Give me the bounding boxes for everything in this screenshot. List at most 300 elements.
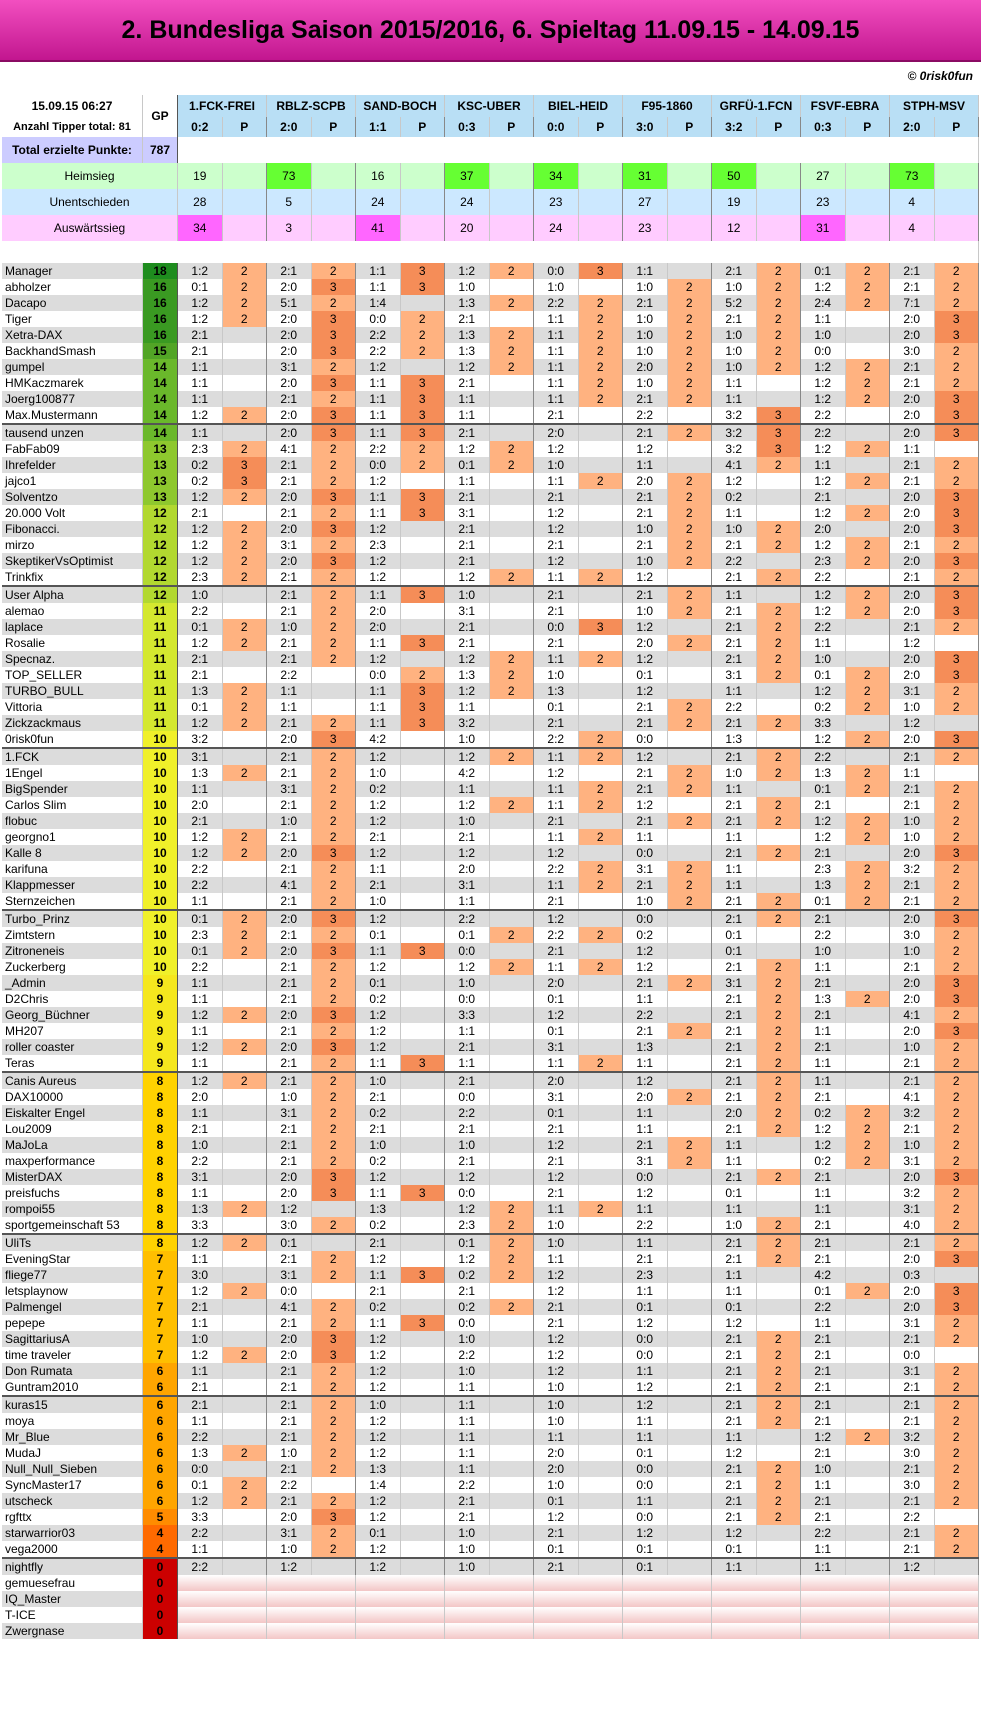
- points-cell: [578, 1137, 623, 1153]
- stat-value-2-8: 4: [890, 215, 935, 241]
- points-cell: 2: [845, 781, 890, 797]
- game-name-5: F95-1860: [623, 95, 712, 117]
- points-cell: [222, 1121, 267, 1137]
- player-gp: 18: [143, 263, 178, 279]
- points-cell: 2: [756, 311, 801, 327]
- points-cell: [400, 1363, 445, 1379]
- points-cell: [845, 569, 890, 586]
- points-cell: [400, 1251, 445, 1267]
- points-cell: [934, 635, 979, 651]
- tip-cell: 1:2: [534, 1267, 579, 1283]
- player-gp: 10: [143, 781, 178, 797]
- tip-cell: 1:2: [801, 441, 846, 457]
- tip-cell: 3:2: [712, 441, 757, 457]
- empty-tip: [623, 1623, 712, 1639]
- points-cell: [489, 1493, 534, 1509]
- points-cell: 3: [311, 1007, 356, 1023]
- empty-tip: [801, 1607, 890, 1623]
- player-row: [2, 619, 979, 635]
- player-name: HMKaczmarek: [2, 375, 143, 391]
- tip-cell: 2:3: [178, 569, 223, 586]
- player-row: [2, 1607, 979, 1623]
- points-cell: [489, 311, 534, 327]
- player-gp: 12: [143, 521, 178, 537]
- tip-cell: 2:0: [890, 731, 935, 748]
- tip-cell: 2:1: [890, 457, 935, 473]
- player-gp: 11: [143, 635, 178, 651]
- tip-cell: 1:0: [712, 359, 757, 375]
- tip-cell: 2:0: [267, 375, 312, 391]
- points-cell: 2: [222, 263, 267, 279]
- points-cell: [400, 731, 445, 748]
- points-cell: 2: [311, 715, 356, 731]
- tip-cell: 2:2: [801, 407, 846, 424]
- points-cell: [667, 1234, 712, 1251]
- points-cell: 2: [311, 457, 356, 473]
- points-cell: [667, 1363, 712, 1379]
- points-cell: [845, 1251, 890, 1267]
- tip-cell: 0:0: [623, 1477, 668, 1493]
- points-cell: 3: [756, 407, 801, 424]
- tip-cell: 1:2: [356, 1363, 401, 1379]
- points-cell: 2: [934, 1396, 979, 1413]
- points-cell: 2: [311, 635, 356, 651]
- tip-cell: 1:3: [178, 683, 223, 699]
- points-cell: [756, 586, 801, 603]
- points-cell: 2: [934, 699, 979, 715]
- empty-tip: [445, 1623, 534, 1639]
- points-cell: 2: [400, 311, 445, 327]
- points-cell: [222, 424, 267, 441]
- points-cell: [400, 1558, 445, 1575]
- player-name: DAX10000: [2, 1089, 143, 1105]
- empty-tip: [445, 1607, 534, 1623]
- points-cell: [756, 473, 801, 489]
- tip-cell: 0:1: [445, 457, 490, 473]
- player-row: [2, 1396, 979, 1413]
- tip-cell: 2:1: [801, 1089, 846, 1105]
- tip-cell: 1:1: [445, 473, 490, 489]
- tip-cell: 2:1: [178, 667, 223, 683]
- points-cell: 3: [311, 311, 356, 327]
- points-cell: [845, 343, 890, 359]
- points-cell: [222, 1315, 267, 1331]
- points-cell: 3: [400, 263, 445, 279]
- tip-cell: 1:1: [356, 505, 401, 521]
- tip-cell: 1:0: [178, 1137, 223, 1153]
- tip-cell: 0:1: [534, 699, 579, 715]
- points-cell: 2: [222, 1347, 267, 1363]
- points-cell: [222, 1429, 267, 1445]
- points-cell: [667, 1541, 712, 1558]
- points-cell: [400, 1234, 445, 1251]
- player-gp: 10: [143, 893, 178, 910]
- tip-cell: 0:0: [445, 943, 490, 959]
- points-cell: 2: [756, 910, 801, 927]
- tip-cell: 2:2: [534, 731, 579, 748]
- points-cell: 2: [578, 569, 623, 586]
- tip-cell: 1:1: [534, 1429, 579, 1445]
- tip-cell: 1:1: [801, 1541, 846, 1558]
- points-header-0: P: [222, 117, 267, 137]
- tip-cell: 1:2: [801, 279, 846, 295]
- points-cell: [400, 1137, 445, 1153]
- points-cell: [667, 1413, 712, 1429]
- points-cell: 2: [934, 1234, 979, 1251]
- points-cell: 2: [845, 295, 890, 311]
- points-cell: 3: [311, 845, 356, 861]
- tip-cell: 1:1: [534, 1251, 579, 1267]
- stat-value-0-3: 37: [445, 163, 490, 189]
- points-cell: [578, 489, 623, 505]
- points-cell: 2: [756, 569, 801, 586]
- player-gp: 16: [143, 327, 178, 343]
- tip-cell: 3:3: [178, 1217, 223, 1234]
- points-cell: 3: [934, 521, 979, 537]
- tipper-count-label: Anzahl Tipper total: 81: [2, 117, 143, 137]
- points-cell: [934, 765, 979, 781]
- points-cell: 2: [311, 391, 356, 407]
- points-cell: [489, 537, 534, 553]
- points-cell: 2: [222, 1201, 267, 1217]
- tip-cell: 0:1: [178, 699, 223, 715]
- tip-cell: 2:1: [534, 1525, 579, 1541]
- points-cell: 2: [934, 537, 979, 553]
- points-cell: [222, 1299, 267, 1315]
- tip-cell: 1:0: [712, 343, 757, 359]
- tip-cell: 2:2: [178, 1429, 223, 1445]
- player-gp: 8: [143, 1072, 178, 1089]
- player-row: [2, 975, 979, 991]
- tip-cell: 2:1: [445, 1509, 490, 1525]
- points-cell: 2: [489, 343, 534, 359]
- points-cell: [845, 1347, 890, 1363]
- tip-cell: 2:1: [267, 1461, 312, 1477]
- tip-cell: 2:1: [178, 813, 223, 829]
- points-cell: 2: [311, 1023, 356, 1039]
- player-name: 20.000 Volt: [2, 505, 143, 521]
- tip-cell: 2:1: [267, 927, 312, 943]
- tip-cell: 2:3: [178, 441, 223, 457]
- points-cell: 3: [934, 1251, 979, 1267]
- points-cell: 2: [489, 263, 534, 279]
- points-cell: [667, 1251, 712, 1267]
- tip-cell: 1:2: [623, 441, 668, 457]
- points-cell: 2: [845, 991, 890, 1007]
- player-gp: 10: [143, 861, 178, 877]
- tip-cell: 1:1: [178, 1023, 223, 1039]
- tip-cell: 0:1: [623, 1445, 668, 1461]
- tip-cell: 0:1: [801, 1283, 846, 1299]
- tip-cell: 3:1: [445, 505, 490, 521]
- tip-cell: 1:2: [623, 651, 668, 667]
- points-cell: [756, 553, 801, 569]
- points-cell: 3: [400, 699, 445, 715]
- tip-cell: 2:0: [890, 1251, 935, 1267]
- points-cell: 2: [934, 943, 979, 959]
- tip-cell: 2:0: [267, 424, 312, 441]
- tip-cell: 1:0: [623, 375, 668, 391]
- tip-cell: 3:1: [890, 1153, 935, 1169]
- points-cell: [667, 619, 712, 635]
- tip-cell: 2:1: [890, 1379, 935, 1396]
- tip-cell: 2:1: [890, 959, 935, 975]
- tip-cell: 1:1: [178, 991, 223, 1007]
- empty-tip: [534, 1607, 623, 1623]
- points-cell: [578, 667, 623, 683]
- player-name: starwarrior03: [2, 1525, 143, 1541]
- tip-cell: 0:1: [178, 943, 223, 959]
- points-cell: 3: [400, 391, 445, 407]
- tip-cell: 1:1: [356, 263, 401, 279]
- points-cell: [756, 505, 801, 521]
- tip-cell: 1:2: [623, 619, 668, 635]
- empty-tip: [712, 1591, 801, 1607]
- player-row: [2, 1315, 979, 1331]
- player-name: UliTs: [2, 1234, 143, 1251]
- tip-cell: 2:1: [534, 407, 579, 424]
- points-header-4: P: [578, 117, 623, 137]
- tip-cell: 2:1: [890, 797, 935, 813]
- points-cell: 2: [667, 521, 712, 537]
- tip-cell: 1:4: [356, 1477, 401, 1493]
- points-cell: [222, 1396, 267, 1413]
- points-cell: 2: [845, 1283, 890, 1299]
- points-cell: 2: [311, 1217, 356, 1234]
- tip-cell: 1:0: [267, 813, 312, 829]
- points-header-6: P: [756, 117, 801, 137]
- player-gp: 8: [143, 1169, 178, 1185]
- points-cell: 2: [489, 327, 534, 343]
- tip-cell: 1:1: [356, 424, 401, 441]
- player-row: [2, 1185, 979, 1201]
- empty-tip: [623, 1591, 712, 1607]
- points-cell: [667, 1525, 712, 1541]
- points-cell: 2: [934, 1072, 979, 1089]
- tip-cell: 0:2: [801, 699, 846, 715]
- tip-cell: 1:3: [801, 877, 846, 893]
- game-name-2: SAND-BOCH: [356, 95, 445, 117]
- points-cell: 3: [934, 991, 979, 1007]
- player-name: Rosalie: [2, 635, 143, 651]
- tip-cell: 2:1: [267, 263, 312, 279]
- points-cell: [311, 1234, 356, 1251]
- player-row: [2, 441, 979, 457]
- stat-value-2-1: 3: [267, 215, 312, 241]
- tip-cell: 2:1: [623, 877, 668, 893]
- tip-cell: 2:1: [445, 1039, 490, 1055]
- points-cell: 2: [222, 765, 267, 781]
- player-name: Solventzo: [2, 489, 143, 505]
- points-cell: 3: [311, 731, 356, 748]
- player-gp: 16: [143, 295, 178, 311]
- tip-cell: 1:3: [445, 667, 490, 683]
- tip-cell: 2:2: [801, 569, 846, 586]
- points-cell: [400, 1299, 445, 1315]
- player-gp: 10: [143, 797, 178, 813]
- points-cell: [222, 603, 267, 619]
- points-cell: 2: [578, 829, 623, 845]
- tip-cell: 4:1: [267, 1299, 312, 1315]
- tip-cell: 1:0: [445, 813, 490, 829]
- tip-cell: 1:2: [534, 1137, 579, 1153]
- tip-cell: 2:1: [712, 845, 757, 861]
- points-cell: [400, 861, 445, 877]
- tip-cell: 2:0: [267, 943, 312, 959]
- player-name: _Admin: [2, 975, 143, 991]
- tip-cell: 1:3: [356, 1201, 401, 1217]
- player-name: fliege77: [2, 1267, 143, 1283]
- points-cell: [845, 1267, 890, 1283]
- points-cell: 2: [934, 683, 979, 699]
- tip-cell: 1:2: [445, 441, 490, 457]
- tip-cell: 2:1: [890, 569, 935, 586]
- tip-cell: 4:1: [267, 877, 312, 893]
- points-cell: [667, 1493, 712, 1509]
- player-gp: 7: [143, 1347, 178, 1363]
- tip-cell: 3:2: [178, 731, 223, 748]
- points-cell: [400, 959, 445, 975]
- points-cell: [400, 521, 445, 537]
- points-cell: 2: [667, 279, 712, 295]
- tip-cell: 2:1: [267, 1055, 312, 1072]
- tip-cell: 0:1: [534, 1493, 579, 1509]
- empty-tip: [890, 1591, 979, 1607]
- player-gp: 13: [143, 441, 178, 457]
- tip-cell: 1:2: [445, 1201, 490, 1217]
- tip-cell: 1:1: [801, 1315, 846, 1331]
- points-cell: [222, 1105, 267, 1121]
- points-cell: [756, 1445, 801, 1461]
- tip-cell: 1:1: [445, 1023, 490, 1039]
- tip-cell: 1:1: [178, 1055, 223, 1072]
- points-cell: 2: [489, 1201, 534, 1217]
- player-row: [2, 1267, 979, 1283]
- points-cell: [489, 375, 534, 391]
- tip-cell: 1:2: [445, 797, 490, 813]
- points-cell: 2: [311, 748, 356, 765]
- tip-cell: 1:2: [178, 1072, 223, 1089]
- points-cell: 3: [311, 1039, 356, 1055]
- tip-cell: 2:2: [623, 1217, 668, 1234]
- tip-cell: 2:1: [890, 1331, 935, 1347]
- tip-cell: 1:0: [534, 1234, 579, 1251]
- stat-row-0: [2, 163, 979, 189]
- points-cell: 2: [222, 521, 267, 537]
- points-cell: 2: [756, 619, 801, 635]
- tip-cell: 1:2: [356, 1039, 401, 1055]
- player-row: [2, 424, 979, 441]
- points-cell: 3: [578, 263, 623, 279]
- points-cell: [667, 263, 712, 279]
- tip-cell: 1:1: [623, 1413, 668, 1429]
- stat-value-1-7: 23: [801, 189, 846, 215]
- points-cell: [667, 1283, 712, 1299]
- tip-cell: 2:1: [623, 813, 668, 829]
- page-title: 2. Bundesliga Saison 2015/2016, 6. Spieltag 11.09.15 - 14.09.15: [121, 16, 860, 44]
- points-cell: 2: [845, 1429, 890, 1445]
- points-cell: 3: [222, 457, 267, 473]
- tip-cell: 0:1: [712, 1299, 757, 1315]
- empty-tip: [890, 1607, 979, 1623]
- points-cell: [845, 1055, 890, 1072]
- empty-tip: [178, 1591, 267, 1607]
- tip-cell: 1:0: [445, 279, 490, 295]
- player-row: [2, 991, 979, 1007]
- points-cell: [311, 1283, 356, 1299]
- points-cell: 2: [845, 1137, 890, 1153]
- tip-cell: 1:3: [445, 327, 490, 343]
- points-cell: 2: [489, 651, 534, 667]
- points-cell: 3: [934, 489, 979, 505]
- tip-cell: 2:1: [623, 1137, 668, 1153]
- tip-cell: 1:2: [801, 813, 846, 829]
- points-cell: 2: [489, 359, 534, 375]
- tip-cell: 1:2: [623, 1185, 668, 1201]
- points-cell: [578, 1396, 623, 1413]
- points-cell: 2: [578, 343, 623, 359]
- tip-cell: 2:1: [801, 1251, 846, 1267]
- points-cell: [400, 765, 445, 781]
- player-gp: 8: [143, 1217, 178, 1234]
- tip-cell: 2:2: [534, 861, 579, 877]
- points-cell: [578, 1283, 623, 1299]
- tip-cell: 2:1: [267, 829, 312, 845]
- tip-cell: 2:0: [267, 1347, 312, 1363]
- tip-cell: 2:1: [534, 1315, 579, 1331]
- points-cell: [400, 295, 445, 311]
- points-cell: [489, 1347, 534, 1363]
- stat-pad-1-7: [845, 189, 890, 215]
- tip-cell: 0:1: [534, 1023, 579, 1039]
- tip-cell: 2:0: [890, 505, 935, 521]
- points-cell: 3: [934, 553, 979, 569]
- tip-cell: 2:1: [801, 1234, 846, 1251]
- points-cell: [489, 1331, 534, 1347]
- player-gp: 6: [143, 1461, 178, 1477]
- points-cell: [667, 991, 712, 1007]
- points-cell: 2: [845, 765, 890, 781]
- tip-cell: 0:0: [623, 1331, 668, 1347]
- tip-cell: 2:1: [890, 1396, 935, 1413]
- player-name: vega2000: [2, 1541, 143, 1558]
- player-name: BigSpender: [2, 781, 143, 797]
- tip-cell: 2:1: [534, 603, 579, 619]
- points-cell: [400, 1007, 445, 1023]
- tip-cell: 1:0: [623, 327, 668, 343]
- points-cell: 2: [578, 861, 623, 877]
- tip-cell: 0:0: [445, 991, 490, 1007]
- points-cell: [400, 991, 445, 1007]
- points-cell: [845, 424, 890, 441]
- points-cell: [222, 959, 267, 975]
- tip-cell: 1:1: [356, 391, 401, 407]
- tip-cell: 1:0: [356, 1137, 401, 1153]
- points-cell: [489, 910, 534, 927]
- player-row: [2, 1623, 979, 1639]
- points-cell: 2: [667, 343, 712, 359]
- player-gp: 6: [143, 1363, 178, 1379]
- player-row: [2, 1055, 979, 1072]
- tip-cell: 1:0: [534, 1477, 579, 1493]
- points-cell: [578, 975, 623, 991]
- points-cell: 2: [222, 927, 267, 943]
- tip-cell: 3:2: [890, 1105, 935, 1121]
- tip-cell: 0:0: [623, 1461, 668, 1477]
- points-cell: 3: [400, 715, 445, 731]
- tip-cell: 1:1: [712, 375, 757, 391]
- points-cell: [578, 1169, 623, 1185]
